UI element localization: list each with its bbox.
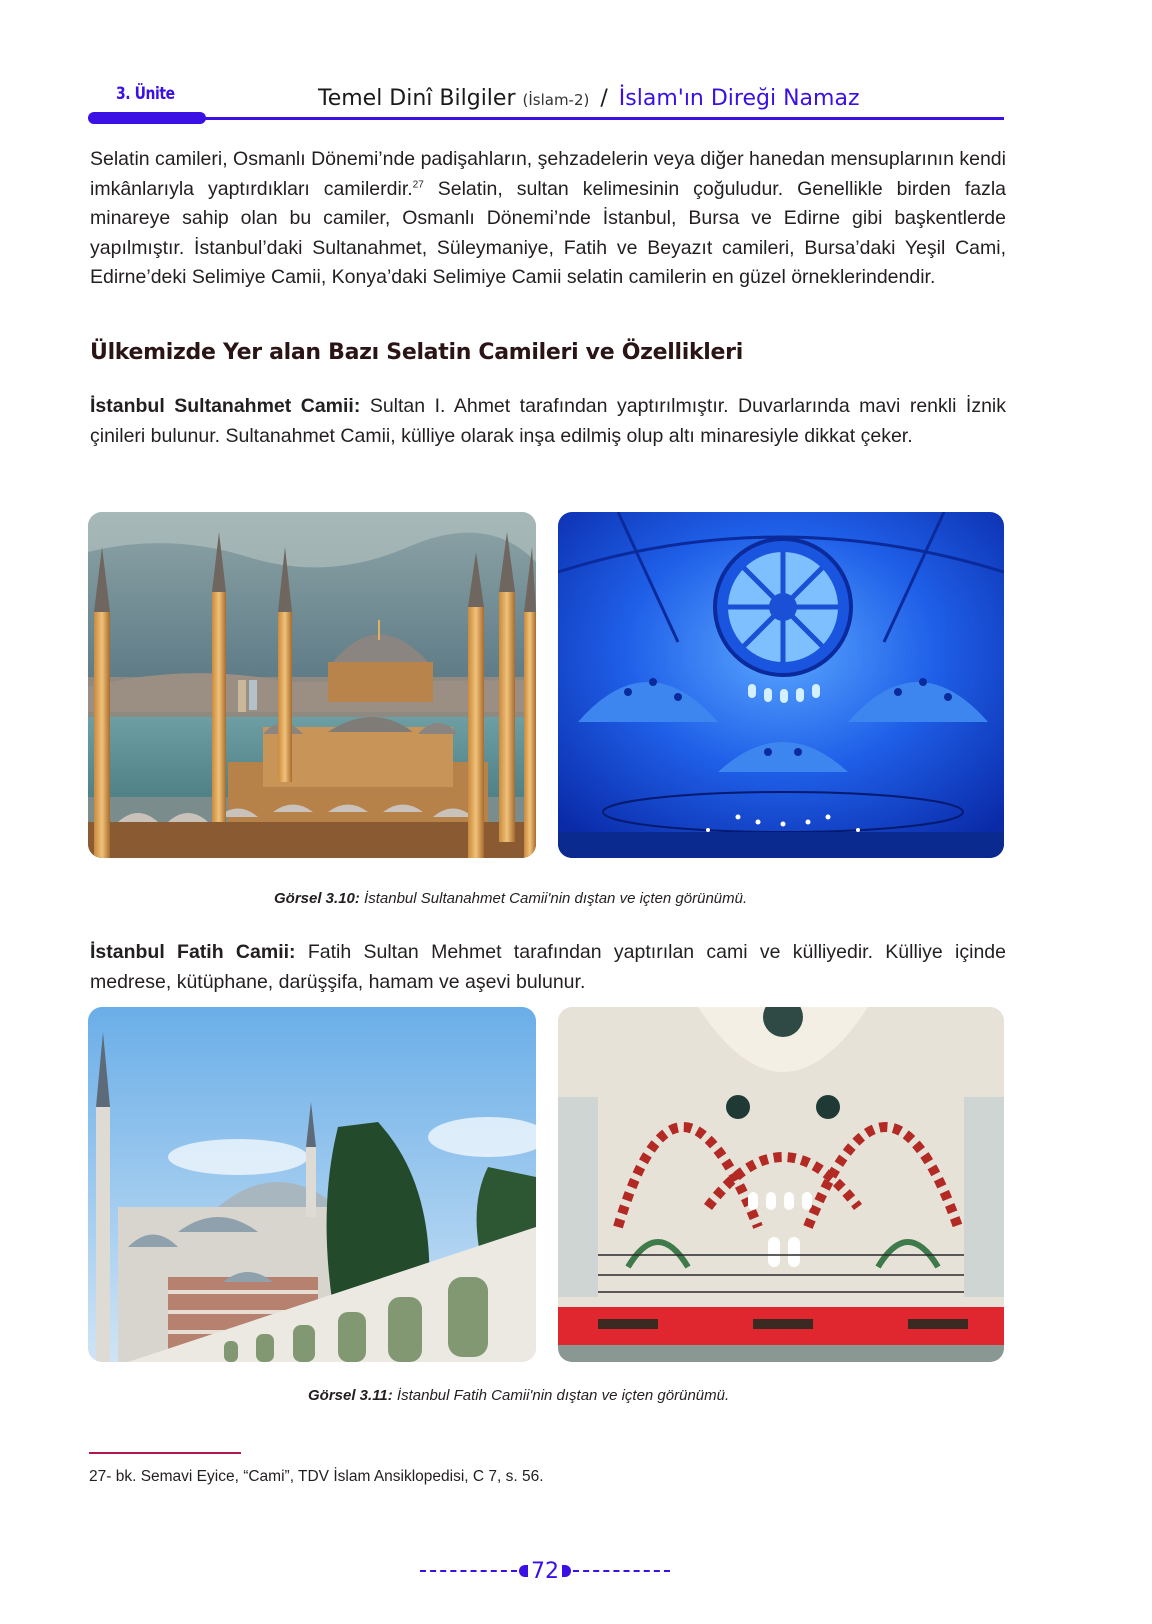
mosque-exterior-image bbox=[88, 512, 536, 858]
intro-text: Selatin camileri, Osmanlı Dönemi’nde padişahların, şehzadelerin veya diğer hanedan mensuplarının kendi imkânlarıyla yaptırdıkları camilerdir. bbox=[90, 148, 1006, 200]
mosque-interior-image bbox=[558, 512, 1004, 858]
photo-sultanahmet-exterior bbox=[88, 512, 536, 858]
mosque-paragraph-sultanahmet bbox=[90, 392, 1006, 451]
page-number-dash-right bbox=[573, 1570, 670, 1572]
photo-sultanahmet-interior bbox=[558, 512, 1004, 858]
header-separator: / bbox=[600, 86, 608, 111]
footnote-rule bbox=[89, 1452, 241, 1454]
figure-caption-3-10 bbox=[274, 890, 747, 907]
section-title: Ülkemizde Yer alan Bazı Selatin Camileri ve Özellikleri bbox=[90, 340, 743, 365]
page-number bbox=[420, 1556, 670, 1586]
page-number-value: 72 bbox=[531, 1558, 559, 1584]
mosque-exterior-image bbox=[88, 1007, 536, 1362]
mosque-description: Fatih Sultan Mehmet tarafından yaptırılan cami ve külliyedir. Külliye içinde medrese, kütüphane, darüşşifa, hamam ve aşevi bulunur. bbox=[90, 941, 1006, 993]
book-title: Temel Dinî Bilgiler bbox=[318, 86, 516, 111]
mosque-paragraph-fatih bbox=[90, 938, 1006, 997]
chapter-title: İslam'ın Direği Namaz bbox=[618, 86, 860, 111]
intro-text-cont: Selatin, sultan kelimesinin çoğuludur. Genellikle birden fazla minareye sahip olan bu camiler, Osmanlı Dönemi’nde İstanbul, Bursa ve Edirne gibi başkentlerde yapılmıştır. İstanbul’daki Sultanahmet, Süleymaniye, Fatih ve Beyazıt camileri, Bursa’daki Yeşil Cami, Edirne’deki Selimiye Camii, Konya’daki Selimiye Camii selatin camilerin en güzel örneklerindendir. bbox=[90, 177, 1007, 288]
photo-fatih-interior bbox=[558, 1007, 1004, 1362]
book-subtitle: (İslam-2) bbox=[522, 91, 590, 109]
photo-fatih-exterior bbox=[88, 1007, 536, 1362]
caption-text: İstanbul Fatih Camii'nin dıştan ve içten görünümü. bbox=[392, 1387, 730, 1404]
page-number-dash-left bbox=[420, 1570, 517, 1572]
page-number-cap-right bbox=[562, 1565, 571, 1577]
page-number-badge bbox=[519, 1559, 571, 1584]
intro-paragraph bbox=[90, 145, 1006, 293]
caption-label: Görsel 3.10: bbox=[274, 890, 360, 907]
header-rule bbox=[200, 117, 1004, 120]
caption-text: İstanbul Sultanahmet Camii'nin dıştan ve içten görünümü. bbox=[359, 890, 748, 907]
footnote: 27- bk. Semavi Eyice, “Cami”, TDV İslam Ansiklopedisi, C 7, s. 56. bbox=[89, 1468, 544, 1485]
mosque-interior-image bbox=[558, 1007, 1004, 1362]
figure-caption-3-11 bbox=[308, 1387, 729, 1404]
mosque-name: İstanbul Fatih Camii: bbox=[90, 941, 296, 963]
mosque-description: Sultan I. Ahmet tarafından yaptırılmıştır. Duvarlarında mavi renkli İznik çinileri bulunur. Sultanahmet Camii, külliye olarak inşa edilmiş olup altı minaresiyle dikkat çeker. bbox=[90, 395, 1007, 447]
mosque-name: İstanbul Sultanahmet Camii: bbox=[90, 395, 361, 417]
footnote-ref[interactable]: 27 bbox=[412, 179, 424, 190]
page-number-cap-left bbox=[519, 1565, 528, 1577]
caption-label: Görsel 3.11: bbox=[308, 1387, 393, 1404]
unit-label: 3. Ünite bbox=[116, 84, 175, 104]
running-header bbox=[318, 86, 860, 111]
header-accent-bar bbox=[88, 112, 206, 124]
